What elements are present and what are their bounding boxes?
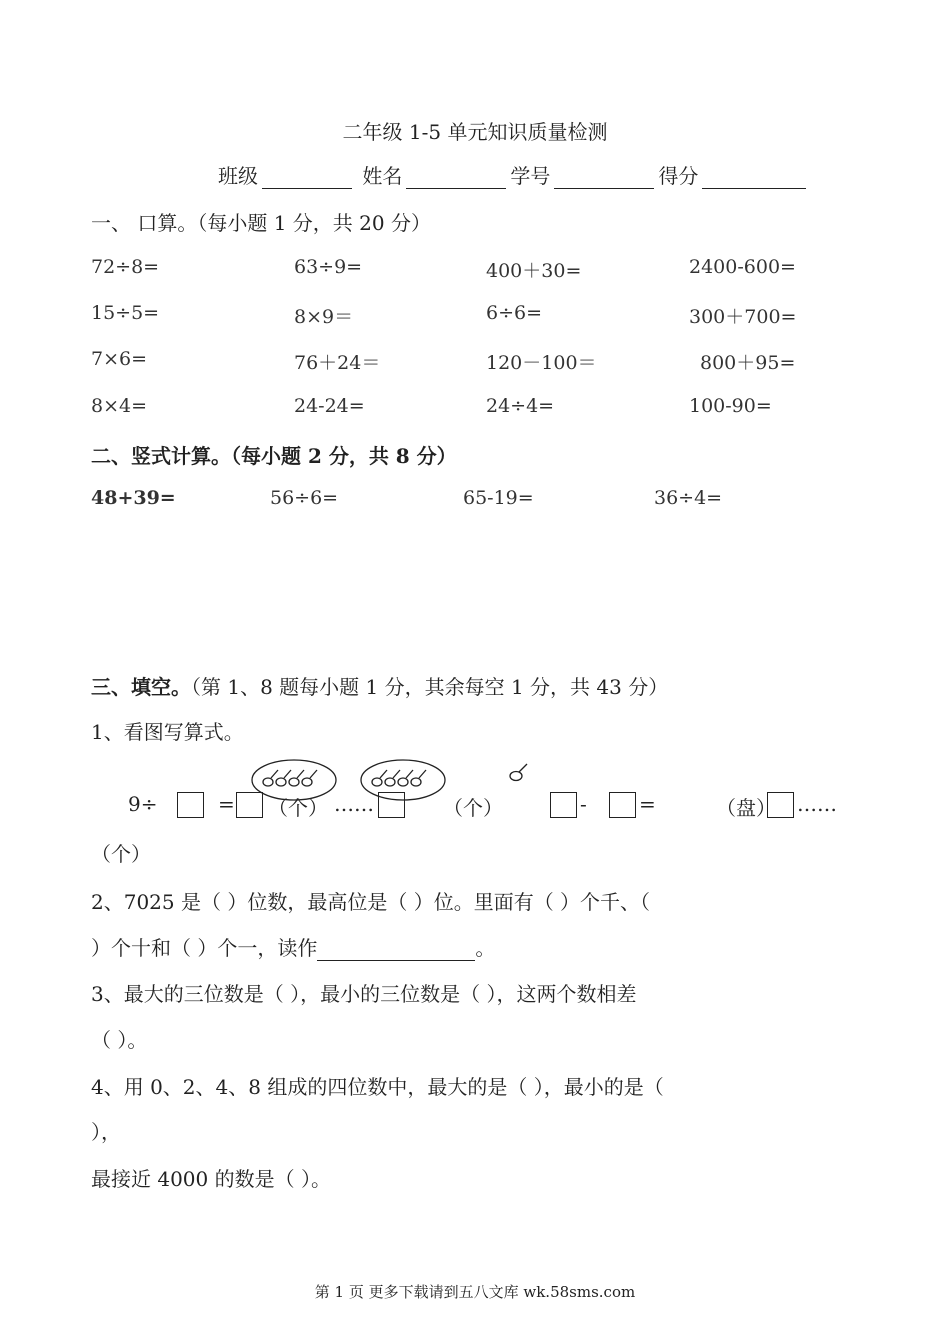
calc-item: 800＋95= xyxy=(700,352,796,374)
calc-item: 63÷9= xyxy=(294,256,363,278)
eq-start: 9÷ xyxy=(128,792,158,816)
id-blank[interactable] xyxy=(554,168,654,189)
q4-line3: 最接近 4000 的数是（ ）。 xyxy=(91,1167,331,1191)
class-blank[interactable] xyxy=(262,168,352,189)
calc-item: 15÷5= xyxy=(91,302,160,324)
calc-item: 300＋700= xyxy=(689,306,797,328)
vertical-calc-item: 56÷6= xyxy=(270,487,339,509)
q4-line1: 4、用 0、2、4、8 组成的四位数中，最大的是（ ），最小的是（ xyxy=(91,1075,664,1099)
q2-line1: 2、7025 是（ ）位数，最高位是（ ）位。里面有（ ）个千、（ xyxy=(91,890,651,914)
id-label: 学号 xyxy=(510,164,551,188)
section3-heading: 三、填空。（第 1、8 题每小题 1 分，其余每空 1 分，共 43 分） xyxy=(91,675,669,699)
remainder-dots: …… xyxy=(334,792,374,816)
answer-box[interactable] xyxy=(236,792,263,818)
q1-label: 1、看图写算式。 xyxy=(91,720,244,744)
answer-box[interactable] xyxy=(378,792,405,818)
answer-box[interactable] xyxy=(177,792,204,818)
unit-ge: （个） xyxy=(443,796,503,820)
answer-box[interactable] xyxy=(609,792,636,818)
calc-item: 8×9＝ xyxy=(294,306,354,328)
vertical-calc-item: 48+39= xyxy=(91,487,176,509)
remainder-dots: …… xyxy=(797,792,837,816)
class-label: 班级 xyxy=(218,164,258,188)
q4-line2: ）， xyxy=(91,1120,121,1144)
calc-item: 2400-600= xyxy=(689,256,796,278)
page-title: 二年级 1-5 单元知识质量检测 xyxy=(342,120,608,144)
calc-item: 100-90= xyxy=(689,395,772,417)
q2-line2: ）个十和（ ）个一，读作 。 xyxy=(91,936,496,960)
calc-item: 400＋30= xyxy=(486,260,582,282)
calc-item: 6÷6= xyxy=(486,302,543,324)
name-blank[interactable] xyxy=(406,168,506,189)
name-label: 姓名 xyxy=(362,164,403,188)
calc-item: 8×4= xyxy=(91,395,148,417)
score-label: 得分 xyxy=(658,164,699,188)
q3-line2: （ ）。 xyxy=(91,1028,148,1052)
read-as-blank[interactable] xyxy=(317,940,475,961)
section1-heading: 一、 口算。（每小题 1 分，共 20 分） xyxy=(91,211,431,235)
answer-box[interactable] xyxy=(550,792,577,818)
unit-ge: （个） xyxy=(268,796,328,820)
eq-sign: = xyxy=(218,792,235,816)
single-item-icon xyxy=(510,764,527,781)
vertical-calc-item: 65-19= xyxy=(463,487,534,509)
q3-line1: 3、最大的三位数是（ ），最小的三位数是（ ），这两个数相差 xyxy=(91,982,637,1006)
calc-item: 120－100＝ xyxy=(486,352,597,374)
answer-box[interactable] xyxy=(767,792,794,818)
unit-ge-wrap: （个） xyxy=(91,842,151,866)
score-blank[interactable] xyxy=(702,168,806,189)
calc-item: 76＋24＝ xyxy=(294,352,381,374)
page-footer: 第 1 页 更多下载请到五八文库 wk.58sms.com xyxy=(314,1283,636,1301)
calc-item: 24-24= xyxy=(294,395,365,417)
calc-item: 7×6= xyxy=(91,348,148,370)
vertical-calc-item: 36÷4= xyxy=(654,487,723,509)
calc-item: 72÷8= xyxy=(91,256,160,278)
eq-sign: = xyxy=(639,792,656,816)
unit-pan: （盘） xyxy=(716,796,776,820)
minus-sign: - xyxy=(580,792,587,816)
calc-item: 24÷4= xyxy=(486,395,555,417)
section2-heading: 二、竖式计算。（每小题 2 分，共 8 分） xyxy=(91,444,457,468)
student-info-line xyxy=(218,160,810,189)
